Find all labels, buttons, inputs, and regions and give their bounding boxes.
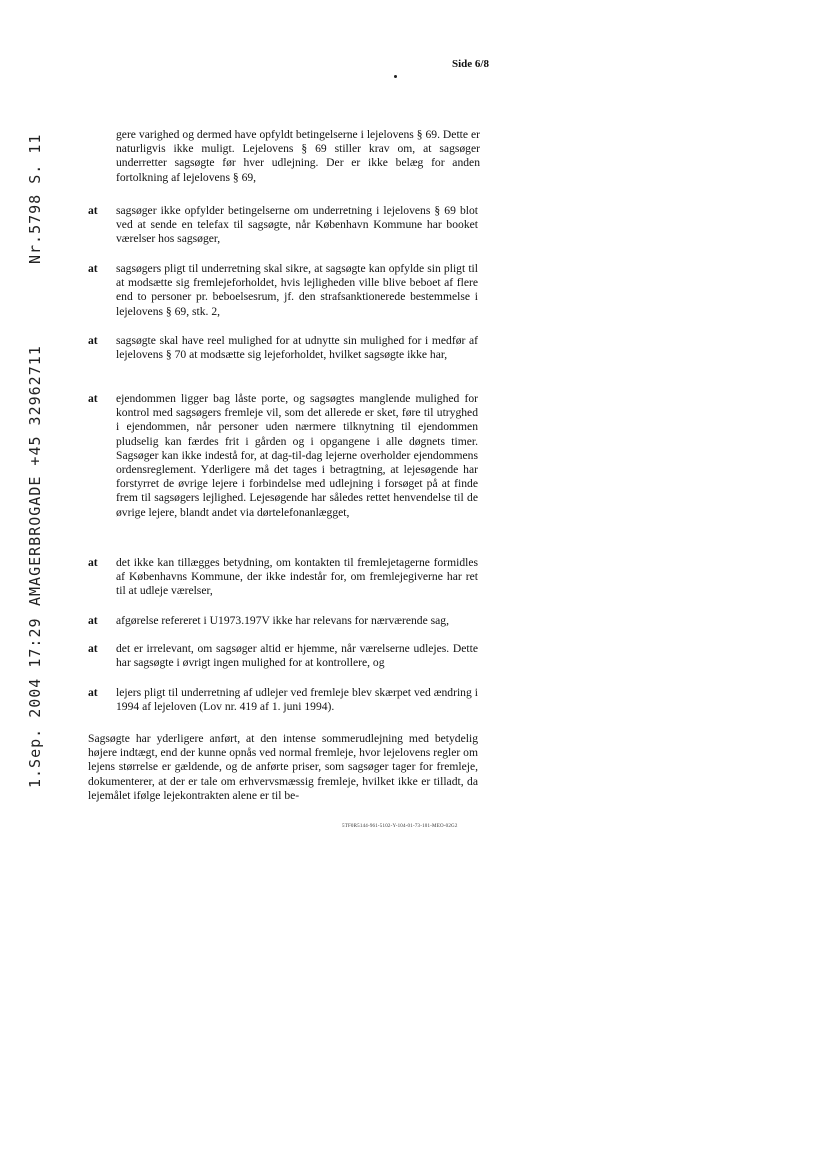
item-lead: at: [88, 642, 98, 655]
list-item: [88, 204, 478, 247]
speck: [394, 75, 397, 78]
fax-date-stamp: 1.Sep. 2004 17:29: [26, 617, 44, 788]
fax-number-stamp: Nr.5798 S. 11: [26, 133, 44, 264]
item-lead: at: [88, 334, 98, 347]
continuation-paragraph: gere varighed og dermed have opfyldt betingelserne i lejelovens § 69. Dette er naturligvis ikke muligt. Lejelovens § 69 stiller krav om, at sagsøger underretter sagsøgte før hver udlejning. Der er ikke belæg for anden fortolkning af lejelovens § 69,: [116, 128, 480, 184]
list-item: [88, 686, 478, 714]
item-text: det ikke kan tillægges betydning, om kontakten til fremlejetagerne formidles af Københavns Kommune, der ikke indestår for, om fremlejegiverne har ret til at udleje værelser,: [116, 556, 478, 598]
list-item: [88, 392, 478, 520]
item-lead: at: [88, 204, 98, 217]
item-text: ejendommen ligger bag låste porte, og sagsøgtes manglende mulighed for kontrol med sagsøgers fremleje vil, som det allerede er sket, føre til utryghed i ejendommen, når personer uden nærmere tilknytning til ejendommen pludselig kan færdes frit i gården og i opgangene i alle døgnets timer. Sagsøger kan ikke indestå for, at dag-til-dag lejerne overholder ejendommens ordensreglement. Yderligere må det tages i betragtning, at lejesøgende har forstyrret de øvrige lejere i forbindelse med udlejning i forsøget på at finde frem til sagsøgers lejlighed. Lejesøgende har således rettet henvendelse til de øvrige lejere, blandt andet via dørtelefonanlægget,: [116, 392, 478, 519]
footer-code: 5TF0R5144-961-5102-Y-104-01-73-101-MEO-02G2: [342, 824, 458, 829]
item-text: sagsøgte skal have reel mulighed for at udnytte sin mulighed for i medfør af lejelovens § 70 at modsætte sig lejeforholdet, hvilket sagsøgte ikke har,: [116, 334, 478, 362]
item-text: afgørelse refereret i U1973.197V ikke har relevans for nærværende sag,: [116, 614, 449, 628]
list-item: [88, 334, 478, 362]
item-lead: at: [88, 686, 98, 699]
item-lead: at: [88, 262, 98, 275]
item-text: sagsøger ikke opfylder betingelserne om underretning i lejelovens § 69 blot ved at sende en telefax til sagsøgte, når København Kommune har booket værelser hos sagsøger,: [116, 204, 478, 246]
page-number: Side 6/8: [452, 58, 489, 70]
list-item: [88, 262, 478, 319]
item-lead: at: [88, 392, 98, 405]
item-lead: at: [88, 556, 98, 569]
fax-sender-stamp: AMAGERBROGADE +45 32962711: [26, 345, 44, 606]
item-text: det er irrelevant, om sagsøger altid er hjemme, når værelserne udlejes. Dette har sagsøgte i øvrigt ingen mulighed for at kontrollere, og: [116, 642, 478, 670]
list-item: [88, 614, 478, 628]
item-text: lejers pligt til underretning af udlejer ved fremleje blev skærpet ved ændring i 1994 af lejeloven (Lov nr. 419 af 1. juni 1994).: [116, 686, 478, 714]
closing-paragraph: Sagsøgte har yderligere anført, at den intense sommerudlejning med betydelig højere indtægt, end der kunne opnås ved normal fremleje, hvor lejelovens regler om lejens størrelse er gældende, og de anførte priser, som sagsøger tager for fremleje, dokumenterer, at der er tale om erhvervsmæssig fremleje, hvilket ikke er tilladt, da lejemålet ifølge lejekontrakten alene er til be-: [88, 732, 478, 802]
item-text: sagsøgers pligt til underretning skal sikre, at sagsøgte kan opfylde sin pligt til at modsætte sig fremlejeforholdet, hvis lejligheden ville blive beboet af flere end to personer pr. beboelsesrum, jf. den strafsanktionerede bestemmelse i lejelovens § 69, stk. 2,: [116, 262, 478, 318]
list-item: [88, 642, 478, 670]
list-item: [88, 556, 478, 599]
item-lead: at: [88, 614, 98, 627]
